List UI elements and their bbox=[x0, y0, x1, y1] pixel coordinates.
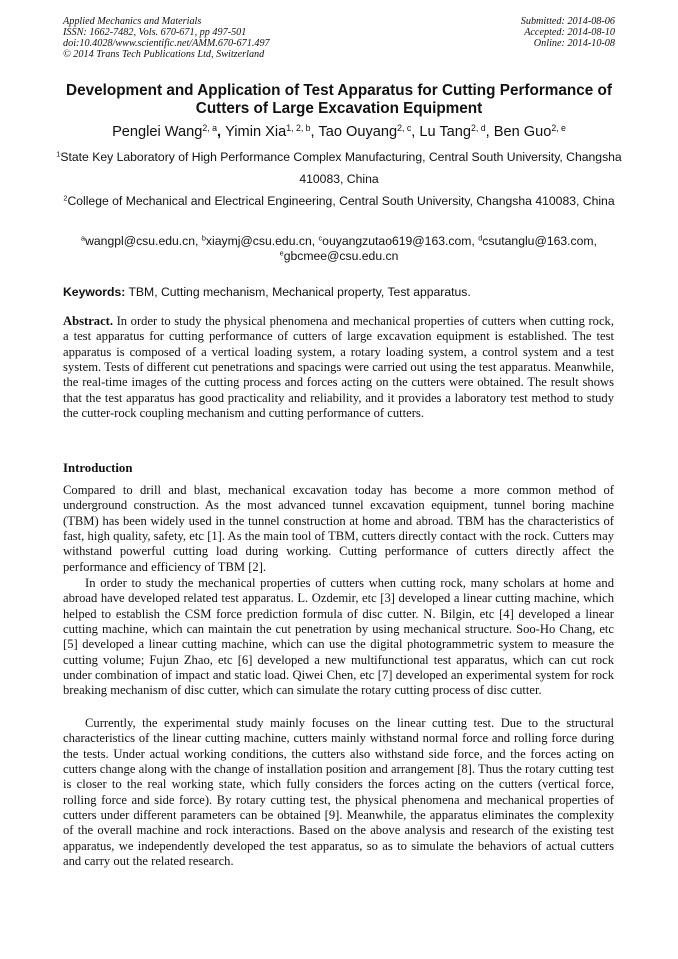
keywords-label: Keywords: bbox=[63, 285, 126, 299]
accepted-date: Accepted: 2014-08-10 bbox=[524, 27, 615, 38]
author-name: Penglei Wang bbox=[112, 124, 203, 140]
author-emails bbox=[56, 234, 622, 264]
author-separator: , bbox=[310, 124, 319, 140]
copyright-line: © 2014 Trans Tech Publications Ltd, Switzerland bbox=[63, 49, 265, 60]
email-mark: e bbox=[279, 248, 284, 258]
introduction-paragraph-1: Compared to drill and blast, mechanical excavation today has become a more common method of underground construction. As the most advanced tunnel excavation equipment, tunnel boring machine (TBM) has been widely used in the tunnel construction at home and abroad. TBM has the characteristics of fast, high quality, safety, etc [1]. As the main tool of TBM, cutters directly contact with the rock. Cutters may withstand powerful cutting load during working. Cutting performance of cutters directly affect the performance and efficiency of TBM [2]. bbox=[63, 483, 614, 574]
author-affiliation-mark: 2, e bbox=[551, 122, 566, 133]
affiliation-text: State Key Laboratory of High Performance Complex Manufacturing, Central South University, Changsha 410083, China bbox=[60, 150, 622, 186]
author-separator: , bbox=[217, 124, 226, 140]
section-heading-introduction: Introduction bbox=[63, 461, 133, 475]
paper-title: Development and Application of Test Apparatus for Cutting Performance of Cutters of Large Excavation Equipment bbox=[66, 82, 612, 117]
author-list bbox=[40, 123, 638, 141]
author-name: Yimin Xia bbox=[225, 124, 287, 140]
author-affiliation-mark: 1, 2, b bbox=[286, 122, 311, 133]
email-mark: c bbox=[318, 233, 323, 243]
email-mark: a bbox=[81, 233, 86, 243]
email-address: csutanglu@163.com, bbox=[482, 234, 597, 248]
email-mark: b bbox=[201, 233, 206, 243]
author-affiliation-mark: 2, c bbox=[397, 122, 412, 133]
email-address: wangpl@csu.edu.cn, bbox=[85, 234, 202, 248]
author-separator: , bbox=[411, 124, 420, 140]
issn-line: ISSN: 1662-7482, Vols. 670-671, pp 497-501 bbox=[63, 27, 247, 38]
affiliation-mark: 2 bbox=[63, 193, 68, 203]
affiliation-1 bbox=[56, 146, 622, 190]
email-address: ouyangzutao619@163.com, bbox=[322, 234, 479, 248]
journal-info bbox=[63, 16, 270, 60]
publication-dates bbox=[521, 16, 615, 49]
author-affiliation-mark: 2, a bbox=[202, 122, 217, 133]
author-name: Tao Ouyang bbox=[318, 124, 398, 140]
journal-name: Applied Mechanics and Materials bbox=[63, 16, 202, 27]
affiliation-text: College of Mechanical and Electrical Engineering, Central South University, Changsha 410083, China bbox=[67, 194, 615, 208]
abstract-text: In order to study the physical phenomena and mechanical properties of cutters when cutting rock, a test apparatus for cutting performance of cutters of large excavation equipment is established. The test apparatus is composed of a vertical loading system, a rotary loading system, a control system and a test system. Tests of different cut penetrations and spacings were carried out using the test apparatus. Meanwhile, the real-time images of the cutting process and forces acting on the cutters were obtained. The result shows that the test apparatus has good practicality and reliability, and it provides a laboratory test method to study the cutter-rock coupling mechanism and cutting performance of cutters. bbox=[63, 314, 614, 421]
affiliation-mark: 1 bbox=[56, 149, 61, 159]
introduction-paragraph-2: In order to study the mechanical properties of cutters when cutting rock, many scholars at home and abroad have developed related test apparatus. L. Ozdemir, etc [3] developed a linear cutting machine, which helped to establish the CSM force prediction formula of disc cutter. N. Bilgin, etc [4] developed a linear cutting machine, which can maintain the cut penetration by using mechanical structure. Soo-Ho Chang, etc [5] developed a linear cutting machine, which can use the digital photogrammetric system to measure the cutting volume; Fujun Zhao, etc [6] developed a new multifunctional test apparatus, which can cut rock under combination of impact and static load. Qiwei Chen, etc [7] developed an experimental system for rock breaking mechanism of disc cutter, which can simulate the rotary cutting process of disc cutter. bbox=[63, 576, 614, 698]
abstract-label: Abstract. bbox=[63, 314, 114, 328]
submitted-date: Submitted: 2014-08-06 bbox=[520, 16, 615, 27]
email-mark: d bbox=[478, 233, 483, 243]
doi-line: doi:10.4028/www.scientific.net/AMM.670-671.497 bbox=[63, 38, 270, 49]
keywords-text: TBM, Cutting mechanism, Mechanical property, Test apparatus. bbox=[128, 285, 471, 299]
email-address: xiaymj@csu.edu.cn, bbox=[205, 234, 319, 248]
author-affiliation-mark: 2, d bbox=[471, 122, 486, 133]
introduction-paragraph-3: Currently, the experimental study mainly focuses on the linear cutting test. Due to the structural characteristics of the linear cutting machine, cutters mainly withstand normal force and rolling force during the tests. Under actual working conditions, the cutters also withstand side force, and the forces acting on cutters change along with the change of installation position and arrangement [8]. Thus the rotary cutting test is closer to the real working state, which fully considers the forces acting on the cutters (vertical force, rolling force and side force). By rotary cutting test, the physical phenomena and mechanical properties of cutters under different parameters can be obtained [9]. Meanwhile, the apparatus eliminates the complexity of the overall machine and rock interactions. Based on the above analysis and research of the existing test apparatus, we independently developed the test apparatus, so as to simulate the behaviors of actual cutters and carry out the related research. bbox=[63, 716, 614, 869]
author-name: Ben Guo bbox=[493, 124, 552, 140]
abstract bbox=[63, 314, 614, 421]
email-address: gbcmee@csu.edu.cn bbox=[283, 249, 399, 263]
online-date: Online: 2014-10-08 bbox=[533, 38, 615, 49]
affiliation-2 bbox=[56, 190, 622, 212]
keywords bbox=[63, 285, 623, 300]
author-name: Lu Tang bbox=[419, 124, 471, 140]
author-separator: , bbox=[485, 124, 494, 140]
